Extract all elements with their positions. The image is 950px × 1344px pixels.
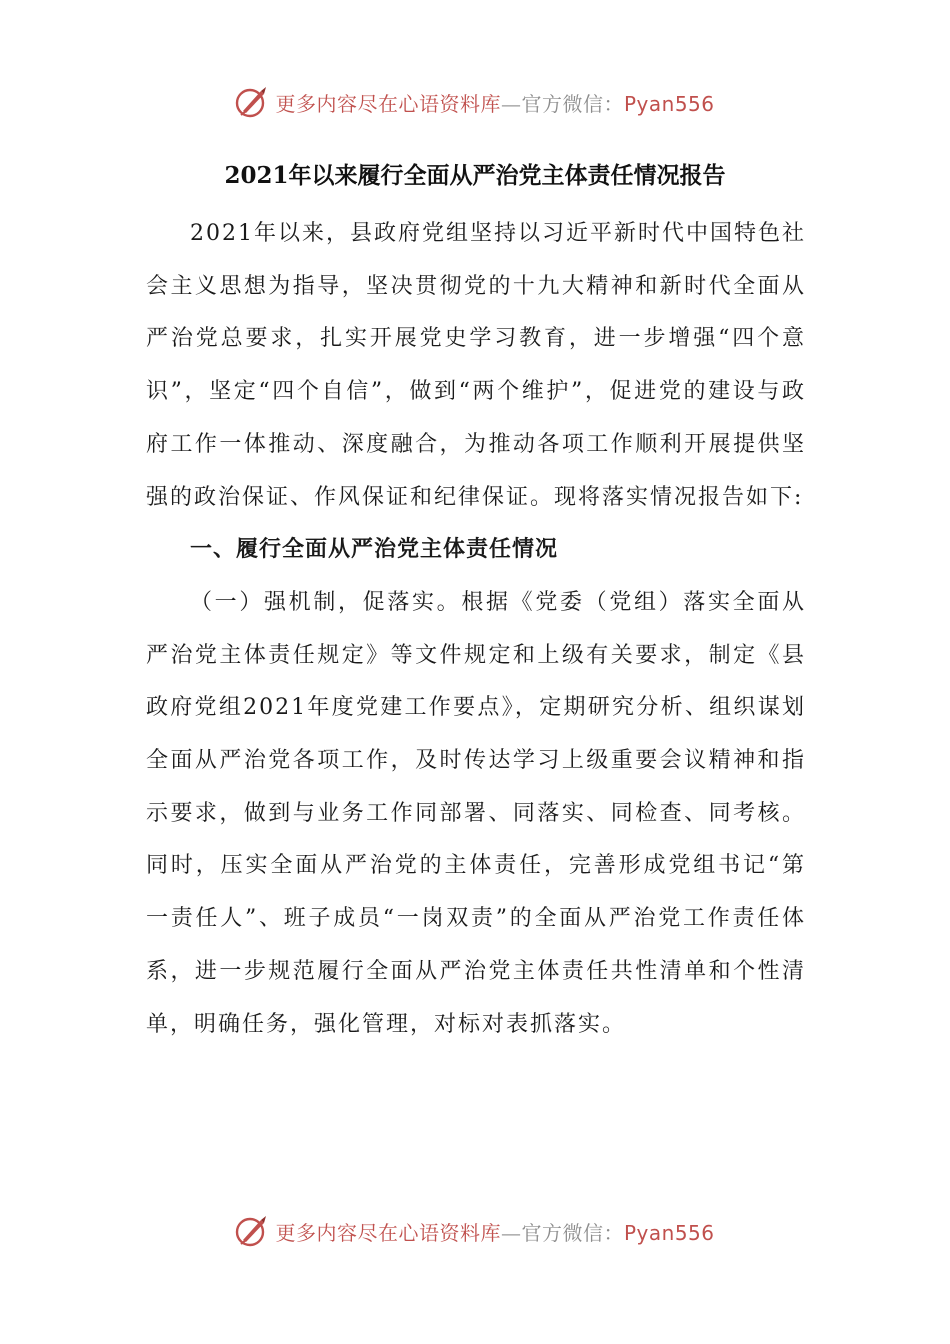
watermark-id: Pyan556 <box>623 91 715 116</box>
watermark-id: Pyan556 <box>623 1220 715 1245</box>
section-paragraph: （一）强机制，促落实。根据《党委（党组）落实全面从严治党主体责任规定》等文件规定和上级有关要求，制定《县政府党组2021年度党建工作要点》，定期研究分析、组织谋划全面从严治党各项工作，及时传达学习上级重要会议精神和指示要求，做到与业务工作同部署、同落实、同检查、同考核。同时，压实全面从严治党的主体责任，完善形成党组书记“第一责任人”、班子成员“一岗双责”的全面从严治党工作责任体系，进一步规范履行全面从严治党主体责任共性清单和个性清单，明确任务，强化管理，对标对表抓落实。 <box>146 589 806 1037</box>
section-heading: 一、履行全面从严治党主体责任情况 <box>190 537 559 563</box>
watermark-separator: — <box>500 1220 522 1245</box>
watermark-text <box>275 1217 714 1246</box>
watermark-brand: 更多内容尽在心语资料库 <box>275 91 501 116</box>
watermark-text <box>275 88 714 117</box>
intro-paragraph: 2021年以来，县政府党组坚持以习近平新时代中国特色社会主义思想为指导，坚决贯彻党的十九大精神和新时代全面从严治党总要求，扎实开展党史学习教育，进一步增强“四个意识”，坚定“四个自信”，做到“两个维护”，促进党的建设与政府工作一体推动、深度融合，为推动各项工作顺利开展提供坚强的政治保证、作风保证和纪律保证。现将落实情况报告如下: <box>146 221 806 510</box>
watermark-label: 官方微信： <box>521 91 624 116</box>
document-title: 2021年以来履行全面从严治党主体责任情况报告 <box>224 162 726 189</box>
watermark-header <box>0 82 950 122</box>
quill-pen-icon <box>235 85 269 119</box>
document-body <box>146 208 806 1051</box>
quill-pen-icon <box>235 1214 269 1248</box>
watermark-brand: 更多内容尽在心语资料库 <box>275 1220 501 1245</box>
watermark-footer <box>0 1211 950 1251</box>
watermark-label: 官方微信： <box>521 1220 624 1245</box>
watermark-separator: — <box>500 91 522 116</box>
